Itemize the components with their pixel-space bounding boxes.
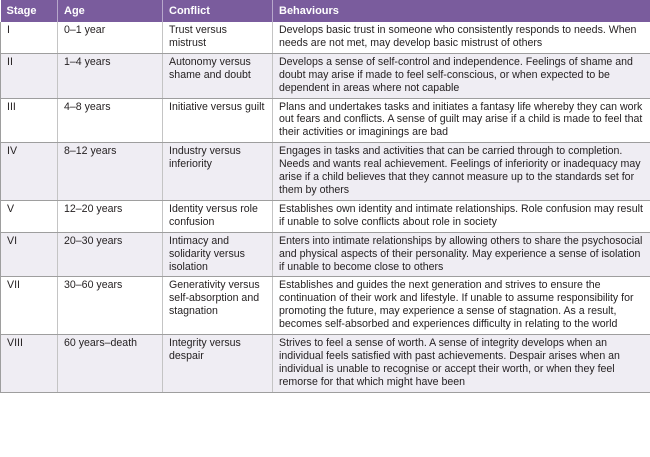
table-row	[1, 335, 650, 393]
table-row	[1, 200, 650, 232]
age-cell: 0–1 year	[58, 22, 163, 53]
behaviours-cell: Strives to feel a sense of worth. A sense of integrity develops when an individual feels satisfied with past achievements. Despair arises when an individual is unable to recognise or accept their worth, or when they feel remorse for that which might have been	[273, 335, 650, 393]
table-header	[1, 0, 650, 22]
age-cell: 4–8 years	[58, 98, 163, 143]
age-cell: 12–20 years	[58, 200, 163, 232]
conflict-cell: Autonomy versus shame and doubt	[163, 53, 273, 98]
age-cell: 8–12 years	[58, 143, 163, 201]
conflict-cell: Integrity versus despair	[163, 335, 273, 393]
conflict-cell: Trust versus mistrust	[163, 22, 273, 53]
table-row	[1, 143, 650, 201]
stage-cell: III	[1, 98, 58, 143]
stage-cell: VII	[1, 277, 58, 335]
conflict-cell: Intimacy and solidarity versus isolation	[163, 232, 273, 277]
behaviours-cell: Enters into intimate relationships by allowing others to share the psychosocial and physical aspects of their personality. May experience a sense of isolation if unable to become close to others	[273, 232, 650, 277]
header-age: Age	[58, 0, 163, 22]
table-row	[1, 277, 650, 335]
table-row	[1, 53, 650, 98]
stage-cell: II	[1, 53, 58, 98]
behaviours-cell: Establishes and guides the next generation and strives to ensure the continuation of their work and lifestyle. If unable to assume responsibility for promoting the future, may experience a sense of stagnation. As a result, becomes self-absorbed and experiences difficulty in relating to the world	[273, 277, 650, 335]
stage-cell: VI	[1, 232, 58, 277]
behaviours-cell: Engages in tasks and activities that can be carried through to completion. Needs and wants real achievement. Feelings of inferiority or inadequacy may arise if a child believes that they cannot measure up to the standards set for them by others	[273, 143, 650, 201]
stage-cell: I	[1, 22, 58, 53]
table-row	[1, 232, 650, 277]
behaviours-cell: Plans and undertakes tasks and initiates a fantasy life whereby they can work out fears and conflicts. A sense of guilt may arise if a child is made to feel that their activities or imaginings are bad	[273, 98, 650, 143]
age-cell: 20–30 years	[58, 232, 163, 277]
behaviours-cell: Develops a sense of self-control and independence. Feelings of shame and doubt may arise if made to feel self-conscious, or when expected to be dependent in areas where not capable	[273, 53, 650, 98]
table-row	[1, 22, 650, 53]
behaviours-cell: Develops basic trust in someone who consistently responds to needs. When needs are not met, may develop basic mistrust of others	[273, 22, 650, 53]
conflict-cell: Generativity versus self-absorption and stagnation	[163, 277, 273, 335]
stage-cell: IV	[1, 143, 58, 201]
age-cell: 1–4 years	[58, 53, 163, 98]
age-cell: 30–60 years	[58, 277, 163, 335]
behaviours-cell: Establishes own identity and intimate relationships. Role confusion may result if unable to solve conflicts about role in society	[273, 200, 650, 232]
conflict-cell: Industry versus inferiority	[163, 143, 273, 201]
stage-cell: V	[1, 200, 58, 232]
header-stage: Stage	[1, 0, 58, 22]
stage-cell: VIII	[1, 335, 58, 393]
age-cell: 60 years–death	[58, 335, 163, 393]
header-row	[1, 0, 650, 22]
header-behaviours: Behaviours	[273, 0, 650, 22]
table-row	[1, 98, 650, 143]
conflict-cell: Initiative versus guilt	[163, 98, 273, 143]
header-conflict: Conflict	[163, 0, 273, 22]
conflict-cell: Identity versus role confusion	[163, 200, 273, 232]
table-body	[1, 22, 650, 392]
